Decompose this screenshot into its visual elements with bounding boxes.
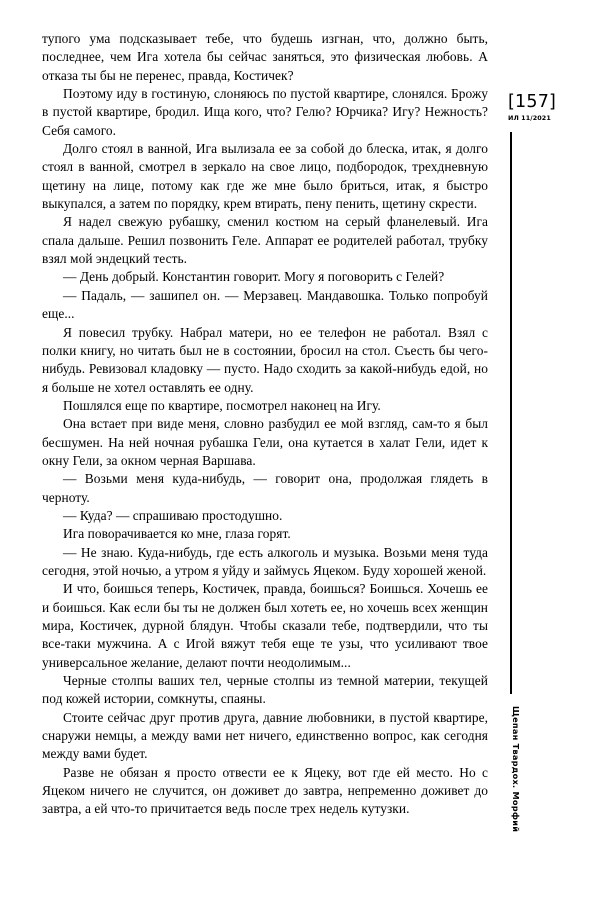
body-paragraph: Я надел свежую рубашку, сменил костюм на серый фланелевый. Ига спала дальше. Решил позвонить Геле. Аппарат ее родителей работал, трубку взял мой эндецкий тесть. [42,214,488,267]
body-paragraph: Я повесил трубку. Набрал матери, но ее телефон не работал. Взял с полки книгу, но читать был не в состоянии, бросил на стол. Съесть бы чего-нибудь. Ревизовал кладовку — пусто. Надо сходить за какой-нибудь едой, но я больше не хотел оставлять ее одну. [42,324,488,395]
body-paragraph: Поэтому иду в гостиную, слоняюсь по пустой квартире, слонялся. Брожу в пустой квартире, бродил. Ища кого, что? Гелю? Юрчика? Игу? Нежность? Себя самого. [42,86,488,138]
body-paragraph: — Не знаю. Куда-нибудь, где есть алкоголь и музыка. Возьми меня туда сегодня, этой ночью, а утром я уйду и займусь Яцеком. Буду хорошей женой. [42,544,488,578]
running-title-label: Щепан Твардох. Морфий [511,706,521,833]
body-paragraph: Она встает при виде меня, словно разбудил ее мой взгляд, сам-то я был бесшумен. На ней ночная рубашка Гели, она кутается в халат Гели, идет к окну Гели, за окном черная Варшава. [42,416,488,468]
vertical-rule-divider [510,132,512,694]
issue-label: ИЛ 11/2021 [508,114,551,122]
body-paragraph: тупого ума подсказывает тебе, что будешь изгнан, что, должно быть, последнее, чем Ига хотела бы сейчас заняться, это физическая любовь. А отказа ты бы не перенес, правда, Костичек? [42,31,488,83]
running-title [508,706,526,876]
body-paragraph: — Куда? — спрашиваю простодушно. [63,507,283,523]
body-paragraph: — Падаль, — зашипел он. — Мерзавец. Мандавошка. Только попробуй еще... [42,287,488,322]
folio-block [508,92,594,122]
body-paragraph: Разве не обязан я просто отвести ее к Яцеку, вот где ей место. Но с Яцеком ничего не случится, он доживет до завтра, непременно доживет до завтра, а ей что-то причитается ведь после трех недель кутузки. [42,764,488,817]
body-paragraph: Долго стоял в ванной, Ига вылизала ее за собой до блеска, итак, я долго стоял в ванной, смотрел в зеркало на свое лицо, подбородок, трехдневную щетину на лице, потому как где же мне было бриться, итак, я быстро выкупался, а затем по порядку, крем втирать, пену пенить, щетину скрести. [42,141,488,212]
body-paragraph: Пошлялся еще по квартире, посмотрел наконец на Игу. [63,397,381,413]
body-text-column [42,30,488,819]
body-paragraph: — День добрый. Константин говорит. Могу я поговорить с Гелей? [63,269,445,285]
body-paragraph: Ига поворачивается ко мне, глаза горят. [63,526,291,542]
page-number: [157] [508,92,557,112]
body-paragraph: И что, боишься теперь, Костичек, правда, боишься? Боишься. Хочешь ее и боишься. Как если бы ты не должен был хотеть ее, но хочешь всех женщин мира, Костичек, дурной блядун. Чтобы сказали тебе, подтвердили, что ты все-таки мужчина. А с Игой вяжут тебя еще те узы, что усиливают твое универсальное желание, делают почти неодолимым... [42,581,488,670]
body-paragraph: Стоите сейчас друг против друга, давние любовники, в пустой квартире, снаружи немцы, а между вами нет ничего, единственно вопрос, как сегодня между вами будет. [42,709,488,762]
body-paragraph: Черные столпы ваших тел, черные столпы из темной материи, текущей под кожей истории, сомкнуты, спаяны. [42,673,488,707]
body-paragraph: — Возьми меня куда-нибудь, — говорит она, продолжая глядеть в черноту. [42,471,488,505]
